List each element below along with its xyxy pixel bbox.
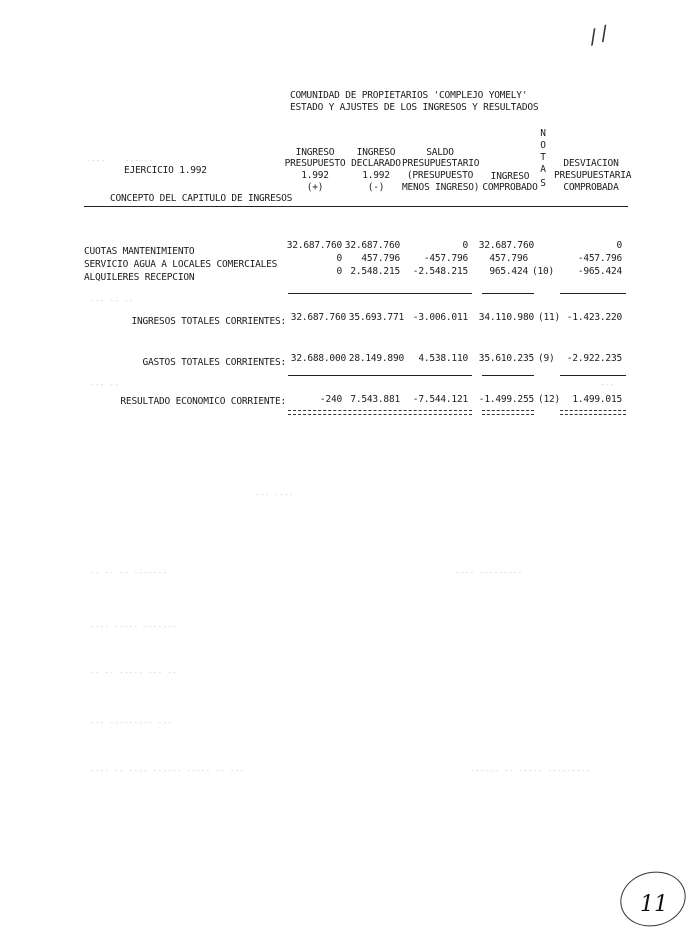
col1-line1: INGRESO bbox=[295, 147, 335, 158]
total-ingreso-comprobado: -1.499.255 bbox=[478, 394, 534, 405]
subtotal-rule bbox=[288, 293, 472, 294]
total-ingreso-declarado: 35.693.771 bbox=[348, 312, 404, 323]
row-ingreso-declarado: 2.548.215 bbox=[350, 266, 400, 277]
row-desviacion: 0 bbox=[616, 240, 622, 251]
row-ingreso-presupuesto: 0 bbox=[336, 253, 342, 264]
row-ingreso-presupuesto: 0 bbox=[336, 266, 342, 277]
total-desviacion: 1.499.015 bbox=[572, 394, 622, 405]
col3-line1: SALDO bbox=[426, 147, 454, 158]
col1-line4: (+) bbox=[306, 182, 324, 193]
result-rule bbox=[560, 375, 626, 376]
row-ingreso-comprobado: 32.687.760 bbox=[478, 240, 534, 251]
total-ingreso-presupuesto: 32.687.760 bbox=[290, 312, 346, 323]
result-rule bbox=[482, 375, 534, 376]
row-nota: (10) bbox=[532, 266, 555, 277]
total-desviacion: -1.423.220 bbox=[566, 312, 622, 323]
total-ingreso-declarado: 28.149.890 bbox=[348, 353, 404, 364]
total-label: GASTOS TOTALES CORRIENTES: bbox=[142, 357, 286, 368]
subtotal-rule bbox=[482, 293, 534, 294]
ejercicio-label: EJERCICIO 1.992 bbox=[124, 165, 207, 176]
col4-line2: COMPROBADO bbox=[482, 182, 538, 193]
col1-line2: PRESUPUESTO bbox=[284, 158, 346, 169]
notas-letter-s: S bbox=[540, 178, 546, 189]
row-ingreso-comprobado: 965.424 bbox=[489, 266, 528, 277]
row-saldo-presupuestario: -2.548.215 bbox=[412, 266, 468, 277]
col3-line4: MENOS INGRESO) bbox=[402, 182, 480, 193]
total-ingreso-presupuesto: 32.688.000 bbox=[290, 353, 346, 364]
col3-line3: (PRESUPUESTO bbox=[406, 170, 474, 181]
col5-line2: PRESUPUESTARIA bbox=[554, 170, 632, 181]
col1-line3: 1.992 bbox=[301, 170, 329, 181]
col4-line1: INGRESO bbox=[490, 171, 530, 182]
total-ingreso-presupuesto: -240 bbox=[319, 394, 342, 405]
total-saldo: 4.538.110 bbox=[418, 353, 468, 364]
row-concept: CUOTAS MANTENIMIENTO bbox=[84, 246, 195, 257]
title-line-2: ESTADO Y AJUSTES DE LOS INGRESOS Y RESULTADOS bbox=[290, 102, 539, 113]
result-rule bbox=[288, 375, 472, 376]
total-saldo: -7.544.121 bbox=[412, 394, 468, 405]
col2-line3: 1.992 bbox=[362, 170, 390, 181]
col2-line2: DECLARADO bbox=[351, 158, 401, 169]
double-rule bbox=[288, 410, 472, 415]
notas-letter-a: A bbox=[540, 164, 546, 175]
total-ingreso-comprobado: 34.110.980 bbox=[478, 312, 534, 323]
concepto-label: CONCEPTO DEL CAPITULO DE INGRESOS bbox=[110, 193, 293, 204]
corner-annotation: ∕∕ bbox=[585, 21, 614, 49]
double-rule bbox=[482, 410, 534, 415]
row-ingreso-declarado: 457.796 bbox=[361, 253, 400, 264]
row-ingreso-comprobado: 457.796 bbox=[489, 253, 528, 264]
header-rule bbox=[84, 206, 628, 207]
col2-line4: (-) bbox=[367, 182, 385, 193]
notas-letter-n: N bbox=[540, 128, 546, 139]
total-ingreso-declarado: 7.543.881 bbox=[350, 394, 400, 405]
total-label: RESULTADO ECONOMICO CORRIENTE: bbox=[120, 396, 286, 407]
row-concept: ALQUILERES RECEPCION bbox=[84, 272, 195, 283]
double-rule bbox=[560, 410, 626, 415]
row-saldo-presupuestario: 0 bbox=[462, 240, 468, 251]
total-label: INGRESOS TOTALES CORRIENTES: bbox=[131, 316, 286, 327]
total-saldo: -3.006.011 bbox=[412, 312, 468, 323]
total-nota: (12) bbox=[538, 394, 561, 405]
total-nota: (9) bbox=[538, 353, 555, 364]
col3-line2: PRESUPUESTARIO bbox=[402, 158, 480, 169]
page-number: 11 bbox=[640, 892, 668, 917]
notas-letter-t: T bbox=[540, 152, 546, 163]
row-concept: SERVICIO AGUA A LOCALES COMERCIALES bbox=[84, 259, 278, 270]
row-saldo-presupuestario: -457.796 bbox=[423, 253, 468, 264]
total-desviacion: -2.922.235 bbox=[566, 353, 622, 364]
row-desviacion: -965.424 bbox=[577, 266, 622, 277]
title-line-1: COMUNIDAD DE PROPIETARIOS 'COMPLEJO YOMELY' bbox=[290, 90, 528, 101]
notas-letter-o: O bbox=[540, 140, 546, 151]
row-ingreso-declarado: 32.687.760 bbox=[344, 240, 400, 251]
col2-line1: INGRESO bbox=[356, 147, 396, 158]
col5-line3: COMPROBADA bbox=[563, 182, 619, 193]
subtotal-rule bbox=[560, 293, 626, 294]
row-desviacion: -457.796 bbox=[577, 253, 622, 264]
col5-line1: DESVIACION bbox=[563, 158, 619, 169]
total-nota: (11) bbox=[538, 312, 561, 323]
row-ingreso-presupuesto: 32.687.760 bbox=[286, 240, 342, 251]
total-ingreso-comprobado: 35.610.235 bbox=[478, 353, 534, 364]
